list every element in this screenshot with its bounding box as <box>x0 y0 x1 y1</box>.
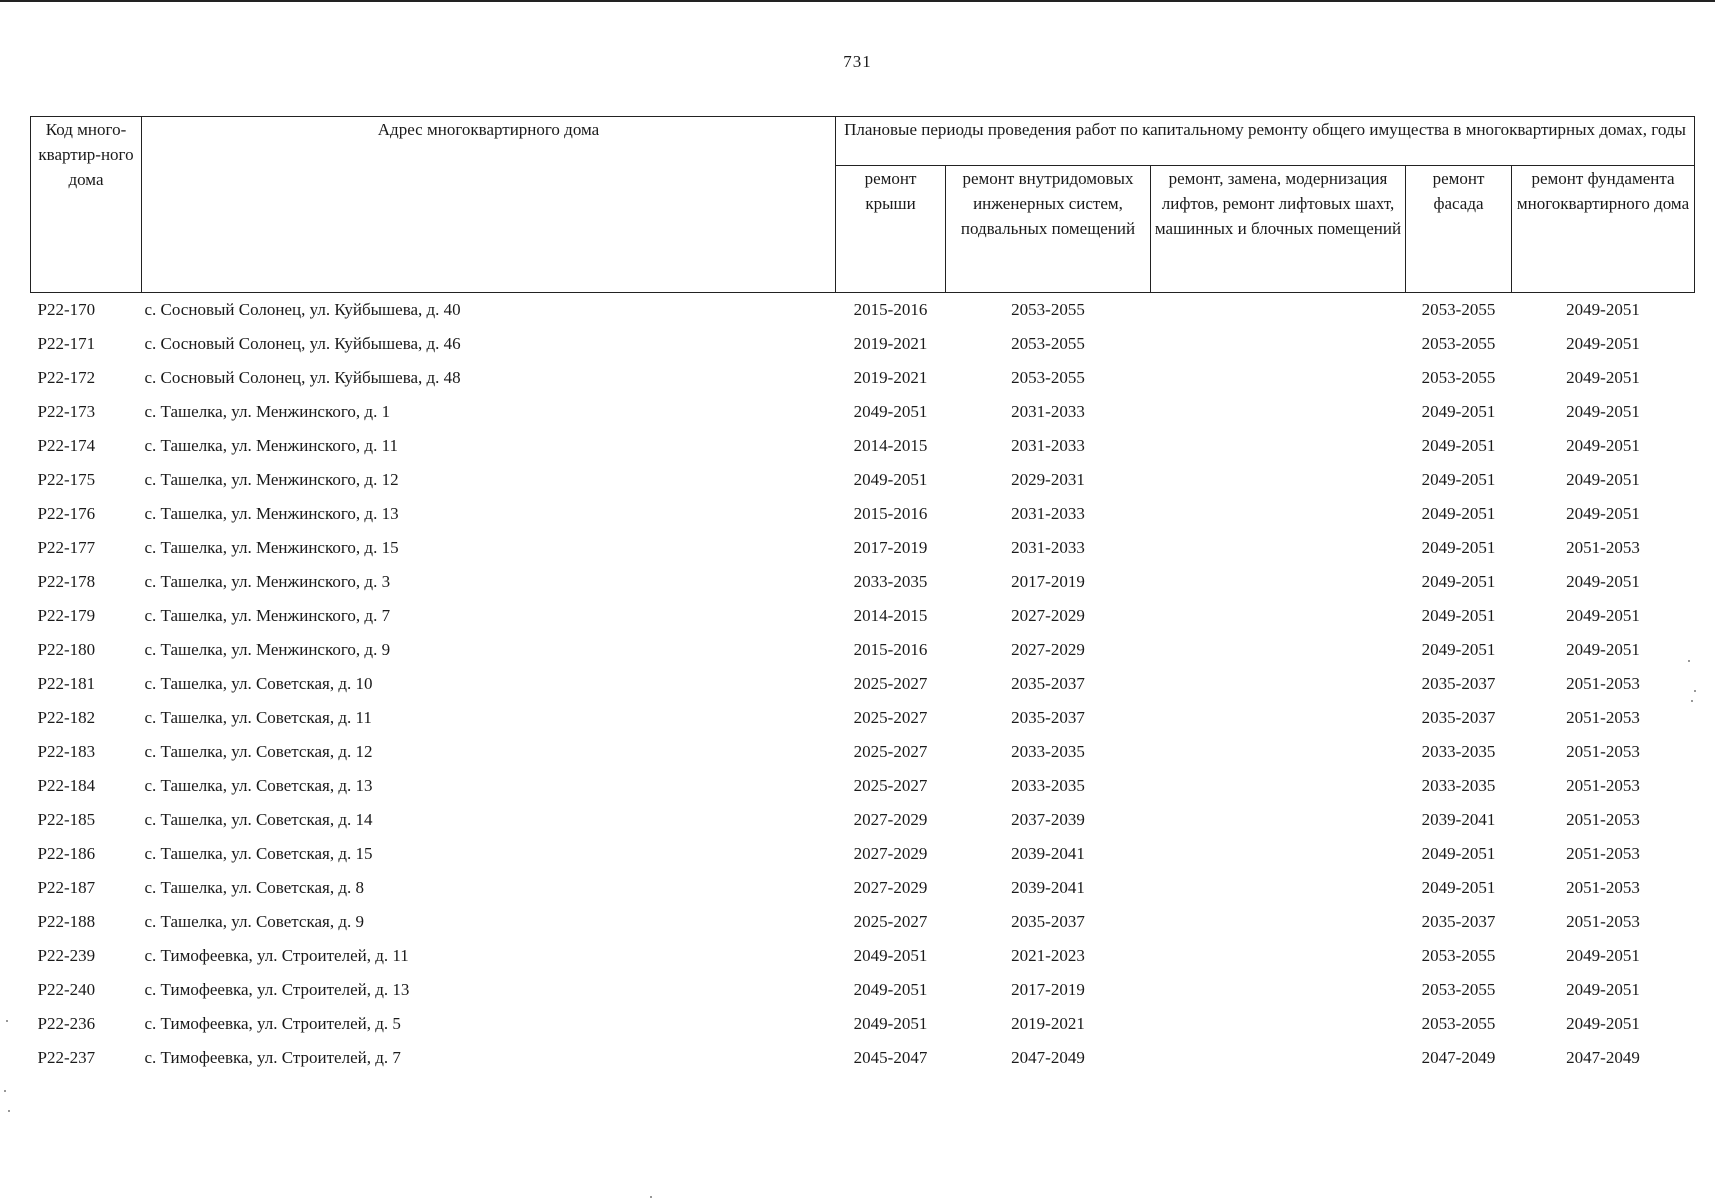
cell-address: с. Сосновый Солонец, ул. Куйбышева, д. 46 <box>144 334 461 353</box>
cell-engineering: 2031-2033 <box>1011 402 1085 421</box>
cell-foundation: 2051-2053 <box>1566 742 1640 761</box>
cell-foundation: 2051-2053 <box>1566 844 1640 863</box>
cell-roof: 2025-2027 <box>853 912 928 931</box>
cell-facade: 2049-2051 <box>1421 402 1496 421</box>
cell-engineering: 2027-2029 <box>1011 640 1085 659</box>
cell-roof: 2025-2027 <box>853 742 928 761</box>
cell-engineering: 2035-2037 <box>1011 708 1085 727</box>
cell-facade: 2049-2051 <box>1421 504 1496 523</box>
cell-code: P22-170 <box>37 300 96 319</box>
repair-schedule-table <box>30 116 1695 1075</box>
cell-roof: 2027-2029 <box>853 810 928 829</box>
cell-engineering: 2047-2049 <box>1011 1048 1085 1067</box>
cell-lifts <box>1151 1041 1406 1075</box>
cell-address: с. Ташелка, ул. Менжинского, д. 7 <box>144 606 391 625</box>
cell-facade: 2049-2051 <box>1421 470 1496 489</box>
cell-code: P22-176 <box>37 504 96 523</box>
table-row <box>31 871 1695 905</box>
cell-roof: 2015-2016 <box>853 504 928 523</box>
cell-engineering: 2053-2055 <box>1011 300 1085 319</box>
cell-roof: 2049-2051 <box>853 470 928 489</box>
cell-lifts <box>1151 769 1406 803</box>
cell-facade: 2049-2051 <box>1421 878 1496 897</box>
cell-facade: 2049-2051 <box>1421 606 1496 625</box>
cell-foundation: 2049-2051 <box>1566 504 1640 523</box>
cell-address: с. Ташелка, ул. Менжинского, д. 11 <box>144 436 398 455</box>
cell-code: P22-183 <box>37 742 96 761</box>
cell-lifts <box>1151 327 1406 361</box>
cell-engineering: 2027-2029 <box>1011 606 1085 625</box>
cell-facade: 2033-2035 <box>1421 776 1496 795</box>
cell-lifts <box>1151 463 1406 497</box>
cell-engineering: 2021-2023 <box>1011 946 1085 965</box>
cell-engineering: 2033-2035 <box>1011 776 1085 795</box>
cell-roof: 2027-2029 <box>853 844 928 863</box>
cell-facade: 2049-2051 <box>1421 538 1496 557</box>
table-row <box>31 327 1695 361</box>
table-row <box>31 429 1695 463</box>
cell-lifts <box>1151 803 1406 837</box>
cell-address: с. Ташелка, ул. Советская, д. 10 <box>144 674 373 693</box>
cell-roof: 2019-2021 <box>853 334 928 353</box>
cell-roof: 2014-2015 <box>853 606 928 625</box>
cell-lifts <box>1151 973 1406 1007</box>
cell-facade: 2049-2051 <box>1421 844 1496 863</box>
cell-foundation: 2051-2053 <box>1566 912 1640 931</box>
cell-engineering: 2031-2033 <box>1011 504 1085 523</box>
cell-code: P22-239 <box>37 946 96 965</box>
cell-roof: 2014-2015 <box>853 436 928 455</box>
cell-roof: 2025-2027 <box>853 776 928 795</box>
cell-engineering: 2029-2031 <box>1011 470 1085 489</box>
cell-engineering: 2053-2055 <box>1011 368 1085 387</box>
table-row <box>31 973 1695 1007</box>
cell-roof: 2017-2019 <box>853 538 928 557</box>
cell-foundation: 2051-2053 <box>1566 708 1640 727</box>
table-row <box>31 939 1695 973</box>
cell-code: P22-185 <box>37 810 96 829</box>
cell-roof: 2049-2051 <box>853 946 928 965</box>
cell-address: с. Ташелка, ул. Менжинского, д. 13 <box>144 504 399 523</box>
table-body <box>31 293 1695 1076</box>
table-row <box>31 1007 1695 1041</box>
cell-roof: 2033-2035 <box>853 572 928 591</box>
cell-engineering: 2019-2021 <box>1011 1014 1085 1033</box>
cell-engineering: 2031-2033 <box>1011 436 1085 455</box>
table-row <box>31 1041 1695 1075</box>
cell-code: P22-172 <box>37 368 96 387</box>
cell-facade: 2035-2037 <box>1421 674 1496 693</box>
table-row <box>31 769 1695 803</box>
cell-engineering: 2035-2037 <box>1011 674 1085 693</box>
cell-engineering: 2035-2037 <box>1011 912 1085 931</box>
header-lifts: ремонт, замена, модернизация лифтов, ремонт лифтовых шахт, машинных и блочных помещений <box>1151 166 1406 293</box>
cell-address: с. Ташелка, ул. Менжинского, д. 15 <box>144 538 399 557</box>
cell-foundation: 2051-2053 <box>1566 674 1640 693</box>
cell-engineering: 2017-2019 <box>1011 572 1085 591</box>
cell-engineering: 2033-2035 <box>1011 742 1085 761</box>
cell-roof: 2049-2051 <box>853 1014 928 1033</box>
cell-lifts <box>1151 1007 1406 1041</box>
scan-speck <box>650 1196 652 1198</box>
header-planned-periods: Плановые периоды проведения работ по капитальному ремонту общего имущества в многоквартирных домах, годы <box>836 117 1695 166</box>
header-facade: ремонт фасада <box>1406 166 1512 293</box>
cell-lifts <box>1151 871 1406 905</box>
cell-roof: 2015-2016 <box>853 640 928 659</box>
cell-address: с. Ташелка, ул. Менжинского, д. 3 <box>144 572 391 591</box>
cell-address: с. Ташелка, ул. Менжинского, д. 1 <box>144 402 391 421</box>
cell-address: с. Ташелка, ул. Советская, д. 15 <box>144 844 373 863</box>
cell-facade: 2053-2055 <box>1421 368 1496 387</box>
scan-speck <box>6 1020 8 1022</box>
cell-facade: 2033-2035 <box>1421 742 1496 761</box>
cell-address: с. Ташелка, ул. Советская, д. 8 <box>144 878 364 897</box>
cell-facade: 2035-2037 <box>1421 912 1496 931</box>
cell-foundation: 2049-2051 <box>1566 436 1640 455</box>
cell-lifts <box>1151 429 1406 463</box>
table-row <box>31 293 1695 328</box>
cell-code: P22-179 <box>37 606 96 625</box>
scan-speck <box>1691 700 1693 702</box>
cell-foundation: 2049-2051 <box>1566 334 1640 353</box>
cell-foundation: 2051-2053 <box>1566 810 1640 829</box>
cell-address: с. Тимофеевка, ул. Строителей, д. 7 <box>144 1048 401 1067</box>
cell-facade: 2035-2037 <box>1421 708 1496 727</box>
cell-facade: 2053-2055 <box>1421 334 1496 353</box>
table-row <box>31 837 1695 871</box>
cell-code: P22-186 <box>37 844 96 863</box>
cell-roof: 2049-2051 <box>853 402 928 421</box>
table-header <box>31 117 1695 293</box>
cell-address: с. Тимофеевка, ул. Строителей, д. 5 <box>144 1014 401 1033</box>
cell-code: P22-171 <box>37 334 96 353</box>
cell-lifts <box>1151 633 1406 667</box>
scan-speck <box>4 1090 6 1092</box>
cell-roof: 2027-2029 <box>853 878 928 897</box>
cell-code: P22-180 <box>37 640 96 659</box>
cell-lifts <box>1151 565 1406 599</box>
cell-roof: 2025-2027 <box>853 674 928 693</box>
cell-foundation: 2051-2053 <box>1566 776 1640 795</box>
cell-lifts <box>1151 497 1406 531</box>
cell-lifts <box>1151 667 1406 701</box>
cell-roof: 2049-2051 <box>853 980 928 999</box>
cell-address: с. Тимофеевка, ул. Строителей, д. 13 <box>144 980 410 999</box>
cell-facade: 2049-2051 <box>1421 572 1496 591</box>
header-roof: ремонт крыши <box>836 166 946 293</box>
cell-foundation: 2049-2051 <box>1566 980 1640 999</box>
cell-code: P22-177 <box>37 538 96 557</box>
cell-engineering: 2017-2019 <box>1011 980 1085 999</box>
header-address: Адрес многоквартирного дома <box>142 117 836 293</box>
cell-engineering: 2053-2055 <box>1011 334 1085 353</box>
cell-code: P22-184 <box>37 776 96 795</box>
cell-facade: 2049-2051 <box>1421 640 1496 659</box>
top-border-line <box>0 0 1715 2</box>
cell-code: P22-181 <box>37 674 96 693</box>
table-row <box>31 599 1695 633</box>
cell-foundation: 2051-2053 <box>1566 538 1640 557</box>
cell-facade: 2053-2055 <box>1421 946 1496 965</box>
cell-engineering: 2039-2041 <box>1011 878 1085 897</box>
cell-code: P22-173 <box>37 402 96 421</box>
cell-lifts <box>1151 701 1406 735</box>
table-row <box>31 361 1695 395</box>
cell-code: P22-175 <box>37 470 96 489</box>
cell-lifts <box>1151 905 1406 939</box>
table-row <box>31 905 1695 939</box>
table-row <box>31 531 1695 565</box>
cell-facade: 2053-2055 <box>1421 300 1496 319</box>
cell-address: с. Сосновый Солонец, ул. Куйбышева, д. 48 <box>144 368 461 387</box>
table-row <box>31 803 1695 837</box>
cell-address: с. Ташелка, ул. Советская, д. 12 <box>144 742 373 761</box>
cell-foundation: 2049-2051 <box>1566 640 1640 659</box>
cell-foundation: 2051-2053 <box>1566 878 1640 897</box>
table-row <box>31 463 1695 497</box>
table-row <box>31 667 1695 701</box>
table-row <box>31 735 1695 769</box>
cell-foundation: 2049-2051 <box>1566 300 1640 319</box>
cell-code: P22-178 <box>37 572 96 591</box>
cell-address: с. Тимофеевка, ул. Строителей, д. 11 <box>144 946 409 965</box>
cell-roof: 2015-2016 <box>853 300 928 319</box>
cell-facade: 2049-2051 <box>1421 436 1496 455</box>
header-foundation: ремонт фундамента многоквартирного дома <box>1512 166 1695 293</box>
cell-code: P22-240 <box>37 980 96 999</box>
cell-address: с. Ташелка, ул. Советская, д. 13 <box>144 776 373 795</box>
table-row <box>31 395 1695 429</box>
cell-foundation: 2049-2051 <box>1566 572 1640 591</box>
cell-code: P22-236 <box>37 1014 96 1033</box>
header-code: Код много-квартир-ного дома <box>31 117 142 293</box>
cell-address: с. Ташелка, ул. Советская, д. 11 <box>144 708 372 727</box>
table-row <box>31 633 1695 667</box>
cell-address: с. Сосновый Солонец, ул. Куйбышева, д. 40 <box>144 300 461 319</box>
cell-engineering: 2039-2041 <box>1011 844 1085 863</box>
cell-facade: 2053-2055 <box>1421 980 1496 999</box>
cell-lifts <box>1151 531 1406 565</box>
cell-foundation: 2047-2049 <box>1566 1048 1640 1067</box>
table-row <box>31 701 1695 735</box>
cell-lifts <box>1151 361 1406 395</box>
cell-lifts <box>1151 939 1406 973</box>
cell-address: с. Ташелка, ул. Менжинского, д. 12 <box>144 470 399 489</box>
cell-code: P22-174 <box>37 436 96 455</box>
scan-speck <box>8 1110 10 1112</box>
cell-lifts <box>1151 395 1406 429</box>
header-engineering: ремонт внутридомовых инженерных систем, подвальных помещений <box>946 166 1151 293</box>
cell-lifts <box>1151 837 1406 871</box>
cell-facade: 2039-2041 <box>1421 810 1496 829</box>
cell-engineering: 2031-2033 <box>1011 538 1085 557</box>
cell-address: с. Ташелка, ул. Менжинского, д. 9 <box>144 640 391 659</box>
cell-address: с. Ташелка, ул. Советская, д. 9 <box>144 912 364 931</box>
scan-speck <box>1688 660 1690 662</box>
cell-facade: 2053-2055 <box>1421 1014 1496 1033</box>
cell-engineering: 2037-2039 <box>1011 810 1085 829</box>
cell-code: P22-187 <box>37 878 96 897</box>
cell-foundation: 2049-2051 <box>1566 606 1640 625</box>
table-row <box>31 565 1695 599</box>
cell-foundation: 2049-2051 <box>1566 1014 1640 1033</box>
cell-roof: 2019-2021 <box>853 368 928 387</box>
page-number: 731 <box>843 52 872 71</box>
cell-address: с. Ташелка, ул. Советская, д. 14 <box>144 810 373 829</box>
cell-roof: 2045-2047 <box>853 1048 928 1067</box>
table-row <box>31 497 1695 531</box>
cell-facade: 2047-2049 <box>1421 1048 1496 1067</box>
cell-lifts <box>1151 293 1406 328</box>
cell-foundation: 2049-2051 <box>1566 946 1640 965</box>
cell-code: P22-237 <box>37 1048 96 1067</box>
scan-speck <box>1694 690 1696 692</box>
cell-foundation: 2049-2051 <box>1566 470 1640 489</box>
cell-code: P22-188 <box>37 912 96 931</box>
cell-foundation: 2049-2051 <box>1566 402 1640 421</box>
cell-foundation: 2049-2051 <box>1566 368 1640 387</box>
cell-code: P22-182 <box>37 708 96 727</box>
cell-roof: 2025-2027 <box>853 708 928 727</box>
cell-lifts <box>1151 599 1406 633</box>
cell-lifts <box>1151 735 1406 769</box>
